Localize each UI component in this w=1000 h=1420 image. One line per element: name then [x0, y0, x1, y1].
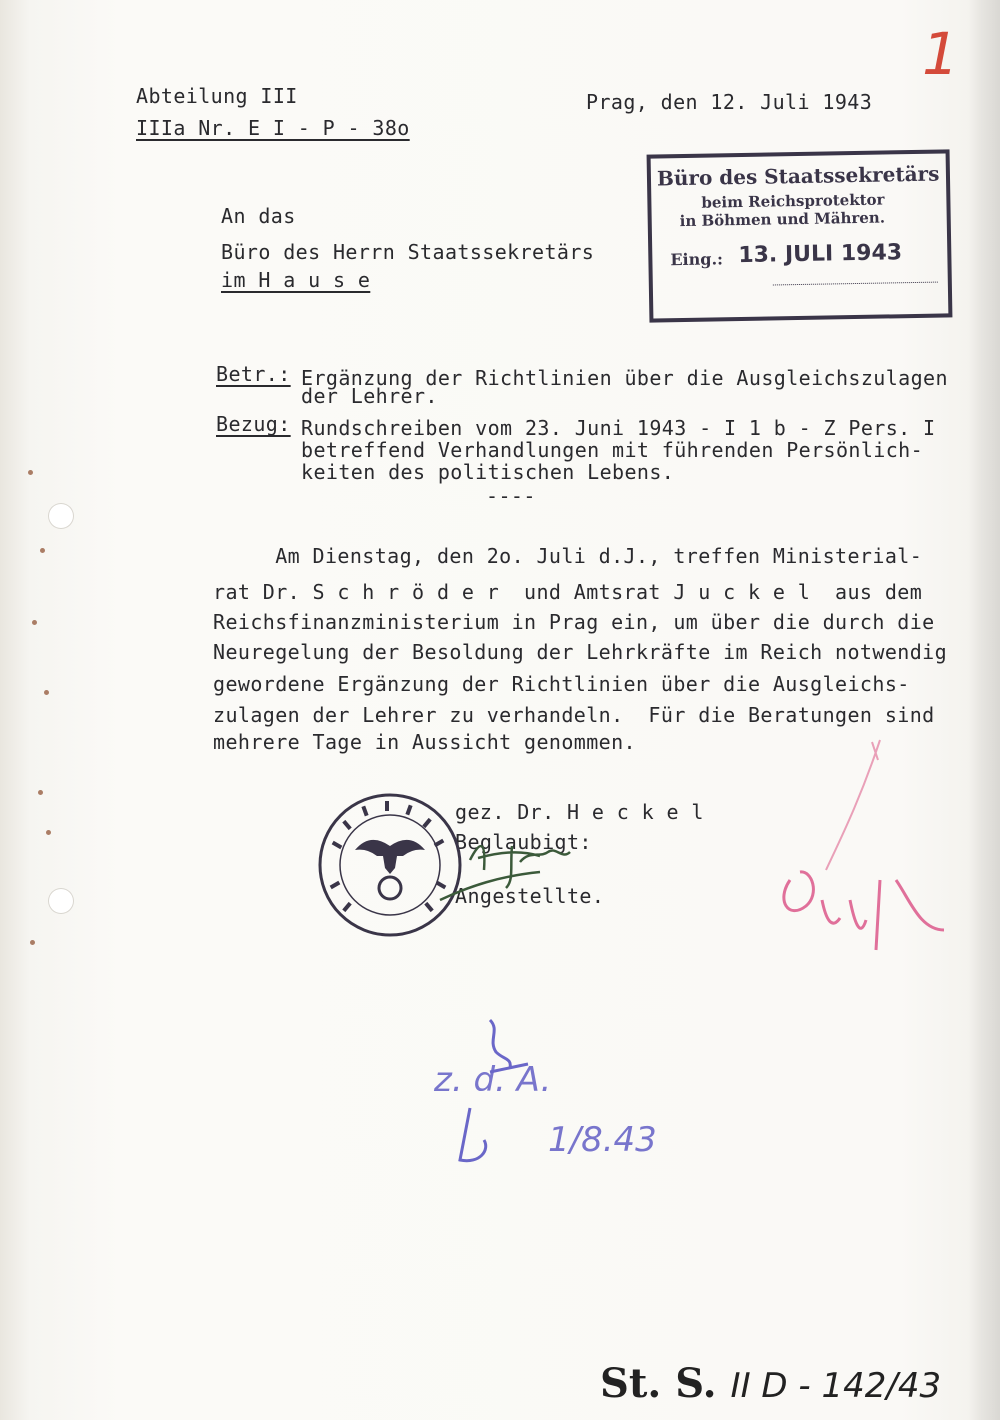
- recipient-location: im H a u s e: [221, 268, 371, 292]
- stamp-office-region: in Böhmen und Mähren.: [679, 208, 886, 231]
- body-line: rat Dr. S c h r ö d e r und Amtsrat J u c k e l aus dem: [213, 580, 923, 604]
- body-line: Reichsfinanzministerium in Prag ein, um über die durch die: [213, 610, 935, 634]
- stamp-received-date: 13. JULI 1943: [738, 240, 903, 269]
- body-line: Neuregelung der Besoldung der Lehrkräfte im Reich notwendig: [213, 640, 948, 664]
- pencil-date: 1/8.43: [548, 1120, 657, 1160]
- subject-line: Ergänzung der Richtlinien über die Ausgleichszulagen: [301, 366, 948, 390]
- handwritten-signature: [440, 846, 570, 900]
- pink-initial-mark: [784, 872, 944, 950]
- recipient-office: Büro des Herrn Staatssekretärs: [221, 240, 595, 264]
- stamp-office: Büro des Staatssekretärs: [656, 161, 940, 191]
- signature-name: gez. Dr. H e c k e l: [455, 800, 704, 824]
- subject-line: der Lehrer.: [301, 384, 438, 408]
- file-reference: [600, 1360, 941, 1407]
- reference-number: IIIa Nr. E I - P - 38o: [136, 116, 410, 140]
- stamp-received-label: Eing.:: [670, 249, 724, 270]
- relation-line: betreffend Verhandlungen mit führenden Persönlich-: [301, 438, 924, 462]
- pencil-note: z. d. A.: [434, 1060, 552, 1100]
- stamp-office-sub: beim Reichsprotektor: [701, 190, 885, 212]
- pink-margin-stroke: [826, 740, 880, 870]
- department: Abteilung III: [136, 84, 298, 108]
- section-divider: ----: [486, 484, 536, 508]
- page-number: 1: [922, 20, 959, 88]
- blue-pencil-bracket: [460, 1108, 486, 1161]
- relation-line: keiten des politischen Lebens.: [301, 460, 675, 484]
- file-reference-number: II D - 142/43: [730, 1366, 942, 1406]
- body-line: Am Dienstag, den 2o. Juli d.J., treffen Ministerial-: [213, 544, 923, 568]
- body-line: mehrere Tage in Aussicht genommen.: [213, 730, 636, 754]
- place-date: Prag, den 12. Juli 1943: [586, 90, 873, 114]
- signature-title: Angestellte.: [455, 884, 605, 908]
- relation-label: Bezug:: [216, 412, 291, 436]
- subject-label: Betr.:: [216, 362, 291, 386]
- recipient-to: An das: [221, 204, 296, 228]
- file-reference-prefix: St. S.: [600, 1360, 717, 1407]
- body-line: zulagen der Lehrer zu verhandeln. Für die Beratungen sind: [213, 703, 935, 727]
- relation-line: Rundschreiben vom 23. Juni 1943 - I 1 b - Z Pers. I: [301, 416, 936, 440]
- signature-certified: Beglaubigt:: [455, 830, 592, 854]
- body-line: gewordene Ergänzung der Richtlinien über die Ausgleichs-: [213, 672, 910, 696]
